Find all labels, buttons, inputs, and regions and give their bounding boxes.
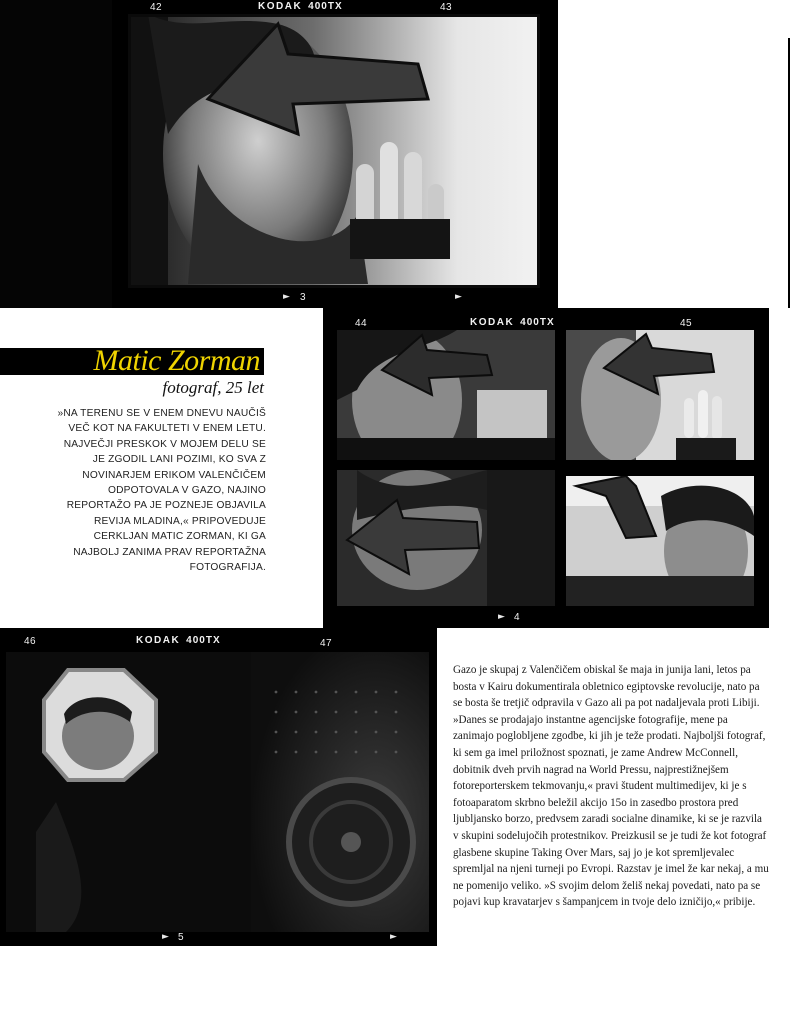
film-stock-text: 400TX bbox=[520, 317, 555, 328]
photo-window-portrait bbox=[128, 14, 540, 288]
frame-number-left: 44 bbox=[355, 318, 368, 329]
film-brand-label bbox=[136, 635, 221, 646]
frame-number-left: 42 bbox=[150, 2, 163, 13]
contact-frame-4-image bbox=[566, 476, 754, 606]
photo-porthole bbox=[6, 652, 429, 932]
film-brand-label bbox=[470, 317, 555, 328]
film-brand-label bbox=[258, 1, 343, 12]
film-stock-text: 400TX bbox=[308, 1, 343, 12]
frame-arrow-icon: ► bbox=[455, 292, 462, 302]
brand-text: KODAK bbox=[136, 635, 181, 646]
photographer-name: Matic Zorman bbox=[93, 344, 260, 377]
frame-index: 3 bbox=[300, 292, 307, 303]
name-banner bbox=[0, 344, 264, 377]
brand-text: KODAK bbox=[470, 317, 515, 328]
contact-frame-3 bbox=[337, 470, 555, 606]
frame-index: 5 bbox=[178, 932, 185, 943]
frame-arrow-icon: ► bbox=[283, 292, 290, 302]
photographer-role: fotograf, 25 let bbox=[162, 378, 264, 397]
frame-number-left: 46 bbox=[24, 636, 37, 647]
contact-frame-4 bbox=[566, 476, 754, 606]
contact-frame-2-image bbox=[566, 330, 754, 460]
frame-number-right: 47 bbox=[320, 638, 333, 649]
frame-arrow-icon: ► bbox=[162, 932, 169, 942]
frame-number-right: 45 bbox=[680, 318, 693, 329]
photo-porthole-image bbox=[6, 652, 429, 932]
frame-number-right: 43 bbox=[440, 2, 453, 13]
right-edge-rule bbox=[788, 38, 790, 308]
frame-arrow-icon: ► bbox=[390, 932, 397, 942]
profile-quote: »NA TERENU SE V ENEM DNEVU NAUČIŠ VEČ KOT NA FAKULTETI V ENEM LETU. NAJVEČJI PRESKOK V MOJEM DELU SE JE ZGODIL LANI POZIMI, KO SVA Z NOVINARJEM ERIKOM VALENČIČEM ODPOTOVALA V GAZO, NAJINO REPORTAŽO PA JE POZNEJE OBJAVILA REVIJA MLADINA,« PRIPOVEDUJE CERKLJAN MATIC ZORMAN, KI GA NAJBOLJ ZANIMA PRAV REPORTAŽNA FOTOGRAFIJA. bbox=[57, 408, 266, 574]
frame-index: 4 bbox=[514, 612, 521, 623]
frame-arrow-icon: ► bbox=[498, 612, 505, 622]
film-stock-text: 400TX bbox=[186, 635, 221, 646]
contact-frame-1 bbox=[337, 330, 555, 460]
left-dark-edge bbox=[0, 0, 112, 308]
brand-text: KODAK bbox=[258, 1, 303, 12]
photo-window-portrait-image bbox=[128, 14, 540, 288]
contact-frame-2 bbox=[566, 330, 754, 460]
contact-frame-3-image bbox=[337, 470, 555, 606]
contact-frame-1-image bbox=[337, 330, 555, 460]
article-body: Gazo je skupaj z Valenčičem obiskal še maja in junija lani, letos pa bosta v Kairu dokumentirala obletnico egiptovske revolucije, nato pa se bosta še tretjič odpravila v Gazo ali pa pot nadaljevala proti Libiji. »Danes se prodajajo instantne agencijske fotografije, mene pa zanimajo poglobljene zgodbe, ki jih je teže prodati. Najboljši fotograf, ki sem ga imel priložnost spoznati, je zame Andrew McConnell, dobitnik dveh prvih nagrad na World Pressu, najprestižnejšem fotoreporterskem tekmovanju,« pravi študent multimedijev, ki je s fotoaparatom skrbno beležil akcijo 15o in zasedbo prostora pred ljubljansko borzo, predvsem zaradi socialne dinamike, ki se je razvila v skupini sodelujočih protestnikov. Preizkusil se je tudi že kot fotograf glasbene skupine Taking Over Mars, saj jo je kot spremljevalec spremljal na njeni turneji po Evropi. Razstav je imel že kar nekaj, a mu ne pomenijo veliko. »S svojim delom želiš nekaj povedati, nato pa se pojavi kup kravatarjev s šampanjcem in tvoje delo izničijo,« pribije. bbox=[453, 664, 769, 909]
